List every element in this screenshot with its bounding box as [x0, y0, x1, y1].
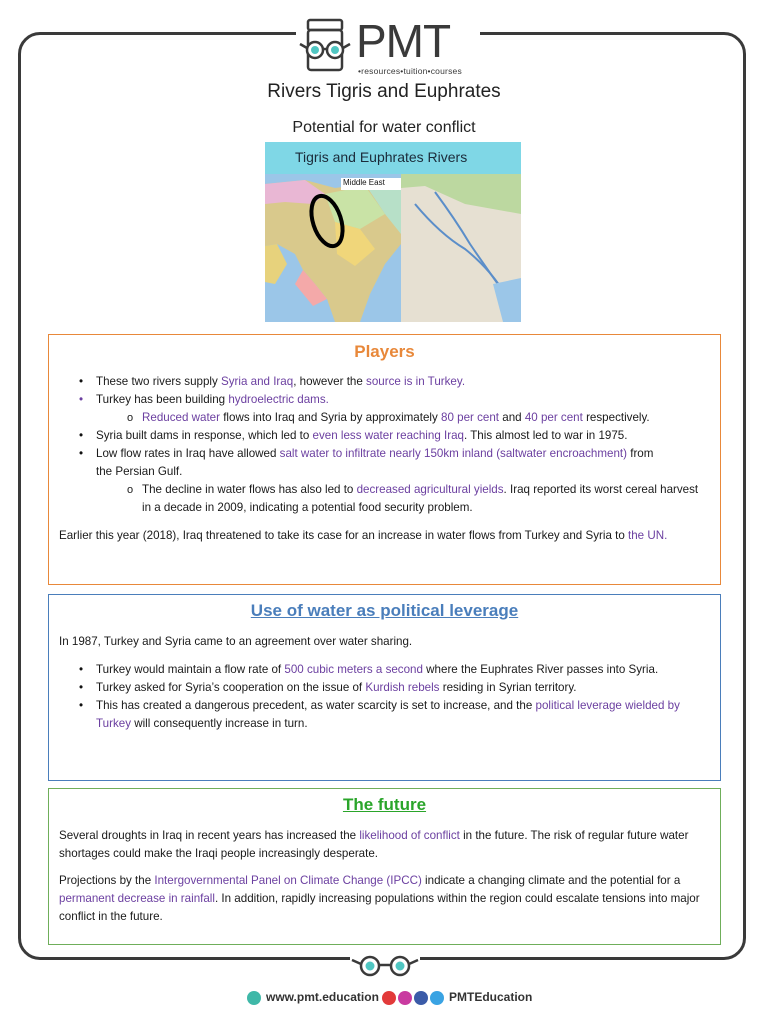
list-item: • This has created a dangerous precedent, as water scarcity is set to increase, and the political leverage wielded by Turkey will consequently increase in turn. [49, 697, 720, 733]
youtube-icon[interactable] [382, 991, 396, 1005]
list-item: • Turkey has been building hydroelectric dams. [49, 391, 720, 409]
map-header [265, 142, 521, 174]
players-section [48, 334, 721, 585]
map-inset-label: Middle East [343, 178, 385, 187]
sub-list-item: o The decline in water flows has also led to decreased agricultural yields. Iraq reported its worst cereal harvest in a decade in 2009, indicating a potential food security problem. [49, 481, 720, 517]
social-handle[interactable]: PMTEducation [449, 990, 533, 1004]
brand-tagline: •resources•tuition•courses [358, 66, 462, 76]
list-item: • These two rivers supply Syria and Iraq, however the source is in Turkey. [49, 373, 720, 391]
leverage-heading: Use of water as political leverage [250, 601, 519, 620]
instagram-icon[interactable] [398, 991, 412, 1005]
list-item: • Syria built dams in response, which led to even less water reaching Iraq. This almost led to war in 1975. [49, 427, 720, 445]
website-link[interactable]: www.pmt.education [266, 990, 379, 1004]
rivers-map-image [265, 142, 521, 322]
map-graphic [265, 174, 521, 322]
list-item: • Low flow rates in Iraq have allowed salt water to infiltrate nearly 150km inland (saltwater encroachment) from the Persian Gulf. [49, 445, 720, 481]
brand-name: PMT [356, 15, 451, 67]
players-list [49, 373, 720, 409]
future-paragraph-2: Projections by the Intergovernmental Panel on Climate Change (IPCC) indicate a changing climate and the potential for a permanent decrease in rainfall. In addition, rapidly increasing populations within the region could escalate tensions into major conflict in the future. [59, 874, 700, 923]
page-subtitle: Potential for water conflict [292, 119, 476, 136]
players-heading: Players [354, 342, 415, 361]
future-paragraph-1: Several droughts in Iraq in recent years has increased the likelihood of conflict in the future. The risk of regular future water shortages could make the Iraqi people increasingly desperate. [59, 829, 689, 860]
future-section [48, 788, 721, 945]
footer [0, 990, 768, 1008]
cursor-icon [247, 991, 261, 1005]
future-heading: The future [342, 795, 427, 814]
players-sublist [49, 409, 720, 427]
facebook-icon[interactable] [414, 991, 428, 1005]
leverage-list [49, 661, 720, 733]
players-list-cont [49, 427, 720, 481]
players-paragraph: Earlier this year (2018), Iraq threatened to take its case for an increase in water flows from Turkey and Syria to the UN. [59, 529, 668, 542]
leverage-section [48, 594, 721, 781]
list-item: • Turkey asked for Syria’s cooperation on the issue of Kurdish rebels residing in Syrian territory. [49, 679, 720, 697]
sub-list-item: o Reduced water flows into Iraq and Syria by approximately 80 per cent and 40 per cent respectively. [49, 409, 720, 427]
leverage-intro: In 1987, Turkey and Syria came to an agreement over water sharing. [59, 635, 413, 648]
twitter-icon[interactable] [430, 991, 444, 1005]
glasses-icon [350, 954, 420, 978]
map-heading: Tigris and Euphrates Rivers [295, 149, 468, 165]
players-sublist-2 [49, 481, 720, 517]
book-glasses-icon [298, 16, 354, 74]
list-item: • Turkey would maintain a flow rate of 500 cubic meters a second where the Euphrates River passes into Syria. [49, 661, 720, 679]
page-title: Rivers Tigris and Euphrates [267, 81, 501, 102]
pmt-logo [296, 14, 480, 76]
